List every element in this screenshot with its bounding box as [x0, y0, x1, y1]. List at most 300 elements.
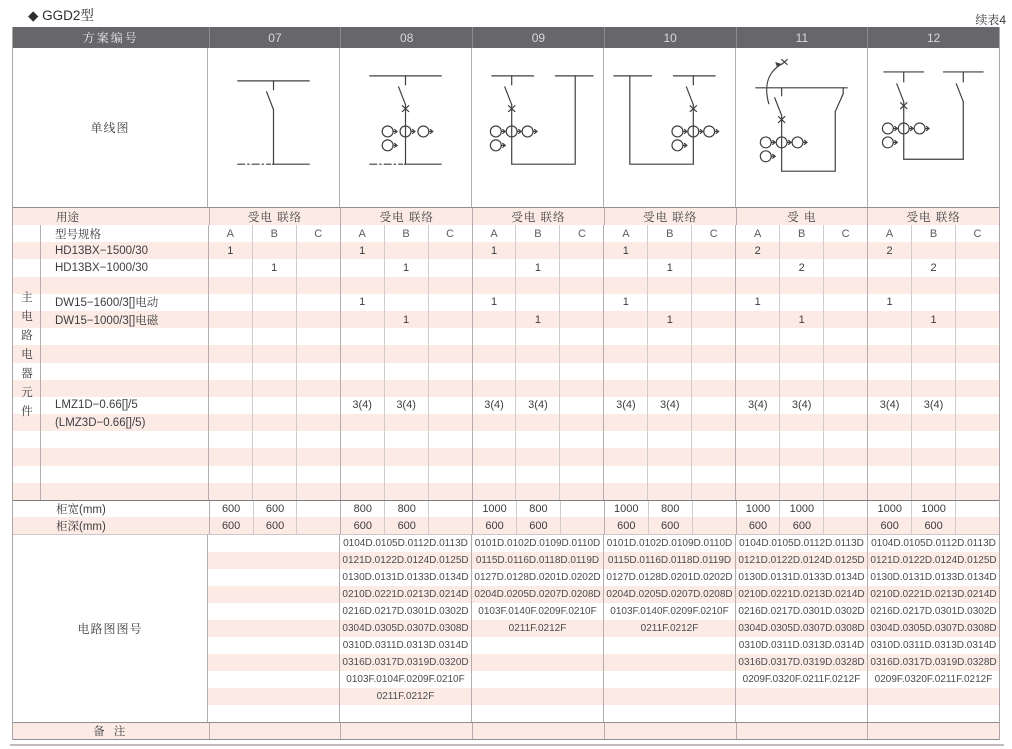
- dim-cell: 800: [384, 501, 428, 517]
- spec-cell: [559, 311, 603, 328]
- spec-cell: [867, 277, 911, 294]
- spec-cell: [911, 414, 955, 431]
- spec-cell: [735, 414, 779, 431]
- dim-cell: 600: [253, 501, 297, 517]
- spec-cell: [735, 431, 779, 448]
- spec-cell: [735, 448, 779, 465]
- figure-number-cell: 0115D.0116D.0118D.0119D: [603, 552, 735, 569]
- figure-number-line: [207, 688, 999, 705]
- page-bottom-rule: [10, 744, 1004, 746]
- spec-cell: 3(4): [515, 397, 559, 414]
- spec-cell: [603, 380, 647, 397]
- spec-cell: [779, 380, 823, 397]
- spec-row-label: (LMZ3D−0.66[]/5): [54, 416, 146, 429]
- diagram-row-label: 单线图: [90, 121, 130, 135]
- figure-number-cell: [867, 705, 999, 722]
- spec-cell: [823, 380, 867, 397]
- spec-cell: [911, 328, 955, 345]
- remarks-row: [13, 722, 999, 740]
- dim-label-depth: 柜深(mm): [56, 520, 106, 533]
- spec-cell: 3(4): [911, 397, 955, 414]
- spec-cell: [340, 466, 384, 483]
- spec-cell: [911, 483, 955, 500]
- spec-cell: B: [779, 225, 823, 242]
- spec-cell: [384, 466, 428, 483]
- figure-number-cell: 0115D.0116D.0118D.0119D: [471, 552, 603, 569]
- spec-cell: [823, 259, 867, 276]
- single-line-diagram-12: [867, 48, 999, 207]
- knife-switch-icon: [775, 88, 782, 116]
- spec-cell: [340, 448, 384, 465]
- spec-cell: [955, 277, 999, 294]
- spec-cell: [559, 466, 603, 483]
- spec-cell: [559, 414, 603, 431]
- figure-number-cell: 0121D.0122D.0124D.0125D: [339, 552, 471, 569]
- spec-cell: [735, 345, 779, 362]
- spec-cell: [208, 466, 252, 483]
- spec-row-label: [41, 448, 208, 465]
- group-column-spacer: [13, 448, 41, 465]
- spec-cell: [559, 483, 603, 500]
- spec-cell: [911, 380, 955, 397]
- spec-row: [13, 431, 999, 448]
- group-column-spacer: [13, 242, 41, 259]
- spec-cell: [823, 277, 867, 294]
- remarks-label: 备 注: [93, 726, 129, 739]
- spec-cell: [603, 448, 647, 465]
- spec-cell: [252, 363, 296, 380]
- dim-cell: 600: [384, 517, 428, 534]
- spec-row: [13, 242, 999, 259]
- spec-cell: [208, 414, 252, 431]
- remarks-cell: [472, 723, 604, 739]
- dim-cell: [823, 501, 867, 517]
- figure-number-cell: [603, 637, 735, 654]
- usage-cell: 受电 联络: [209, 208, 341, 225]
- spec-cell: [955, 328, 999, 345]
- dim-cell: [955, 501, 999, 517]
- usage-cell: 受电 联络: [867, 208, 999, 225]
- dim-cell: 600: [779, 517, 823, 534]
- spec-cell: [472, 414, 516, 431]
- usage-cell: 受电 联络: [604, 208, 736, 225]
- busbar-icon: [884, 72, 983, 82]
- dim-cell: [692, 517, 736, 534]
- spec-row-label: 型号规格: [54, 228, 101, 241]
- spec-cell: [603, 311, 647, 328]
- dim-cell: [428, 501, 472, 517]
- spec-cell: B: [515, 225, 559, 242]
- knife-switch-icon: [399, 87, 406, 105]
- spec-cell: [603, 277, 647, 294]
- figure-number-cell: [207, 586, 339, 603]
- current-transformer-icon: [490, 126, 537, 151]
- figure-number-line: [207, 586, 999, 603]
- figure-number-cell: 0101D.0102D.0109D.0110D: [471, 535, 603, 552]
- spec-cell: [428, 397, 472, 414]
- spec-cell: [252, 414, 296, 431]
- figure-number-cell: [471, 688, 603, 705]
- header-scheme-11: 11: [736, 27, 868, 48]
- spec-cell: [252, 431, 296, 448]
- spec-cell: [603, 466, 647, 483]
- spec-cell: [603, 259, 647, 276]
- spec-cell: [296, 397, 340, 414]
- dim-cell: 1000: [472, 501, 516, 517]
- header-scheme-08: 08: [340, 27, 472, 48]
- spec-cell: [647, 328, 691, 345]
- spec-cell: [252, 345, 296, 362]
- spec-cell: [515, 345, 559, 362]
- spec-cell: [647, 414, 691, 431]
- spec-cell: [296, 294, 340, 311]
- spec-cell: [252, 242, 296, 259]
- figure-number-cell: 0209F.0320F.0211F.0212F: [735, 671, 867, 688]
- spec-cell: [779, 242, 823, 259]
- spec-cell: [559, 363, 603, 380]
- busbar-icon: [370, 76, 441, 85]
- spec-cell: C: [955, 225, 999, 242]
- spec-cell: A: [208, 225, 252, 242]
- spec-cell: [515, 380, 559, 397]
- figure-number-cell: [207, 705, 339, 722]
- spec-cell: [647, 466, 691, 483]
- single-line-diagram-11: [735, 48, 867, 207]
- figure-number-cell: 0304D.0305D.0307D.0308D: [339, 620, 471, 637]
- spec-cell: [384, 414, 428, 431]
- current-transformer-icon: [382, 126, 433, 151]
- spec-cell: [472, 328, 516, 345]
- spec-cell: B: [252, 225, 296, 242]
- spec-cell: C: [823, 225, 867, 242]
- spec-cell: [603, 431, 647, 448]
- dim-cell: 1000: [911, 501, 955, 517]
- spec-cell: [296, 431, 340, 448]
- spec-cell: [428, 448, 472, 465]
- spec-cell: 2: [779, 259, 823, 276]
- spec-cell: [428, 466, 472, 483]
- spec-row-label: LMZ1D−0.66[]/5: [54, 399, 138, 412]
- spec-row-label: HD13BX−1000/30: [54, 261, 148, 274]
- figure-number-grid: [207, 535, 999, 722]
- figure-number-cell: 0130D.0131D.0133D.0134D: [735, 569, 867, 586]
- spec-cell: [208, 259, 252, 276]
- spec-cell: C: [691, 225, 735, 242]
- spec-cell: [955, 397, 999, 414]
- group-column-spacer: [13, 259, 41, 276]
- figure-number-cell: 0204D.0205D.0207D.0208D: [603, 586, 735, 603]
- spec-cell: [208, 345, 252, 362]
- spec-cell: 3(4): [384, 397, 428, 414]
- spec-cell: [823, 466, 867, 483]
- figure-number-cell: 0104D.0105D.0112D.0113D: [339, 535, 471, 552]
- spec-cell: [779, 448, 823, 465]
- remarks-cell: [604, 723, 736, 739]
- figure-number-cell: 0121D.0122D.0124D.0125D: [735, 552, 867, 569]
- spec-cell: 1: [735, 294, 779, 311]
- spec-cell: [779, 414, 823, 431]
- figure-number-cell: 0130D.0131D.0133D.0134D: [339, 569, 471, 586]
- spec-cell: B: [911, 225, 955, 242]
- spec-cell: [823, 448, 867, 465]
- spec-cell: [911, 242, 955, 259]
- spec-cell: [340, 259, 384, 276]
- spec-cell: 3(4): [779, 397, 823, 414]
- spec-cell: [208, 311, 252, 328]
- spec-cell: 3(4): [472, 397, 516, 414]
- spec-cell: [559, 294, 603, 311]
- figure-number-cell: 0211F.0212F: [603, 620, 735, 637]
- spec-cell: [515, 294, 559, 311]
- current-transformer-icon: [882, 123, 929, 148]
- spec-cell: [559, 397, 603, 414]
- tie-link-line: [630, 76, 694, 164]
- figure-number-line: [207, 654, 999, 671]
- spec-cell: [955, 294, 999, 311]
- spec-cell: [779, 483, 823, 500]
- spec-cell: C: [559, 225, 603, 242]
- spec-cell: [515, 414, 559, 431]
- spec-cell: [603, 345, 647, 362]
- dim-row-width: [13, 500, 999, 517]
- figure-number-line: [207, 637, 999, 654]
- spec-cell: [515, 483, 559, 500]
- spec-row: [13, 345, 999, 362]
- spec-cell: [296, 380, 340, 397]
- spec-cell: 1: [911, 311, 955, 328]
- dim-cell: 800: [648, 501, 692, 517]
- spec-cell: [208, 448, 252, 465]
- spec-cell: [340, 414, 384, 431]
- spec-cell: [867, 448, 911, 465]
- spec-cell: [911, 277, 955, 294]
- spec-cell: [208, 277, 252, 294]
- single-line-diagram-10: [603, 48, 735, 207]
- spec-cell: [208, 431, 252, 448]
- figure-number-cell: [735, 705, 867, 722]
- spec-cell: 3(4): [647, 397, 691, 414]
- spec-cell: 3(4): [603, 397, 647, 414]
- spec-cell: 3(4): [735, 397, 779, 414]
- spec-cell: [559, 328, 603, 345]
- spec-cell: [296, 448, 340, 465]
- dim-cell: 600: [736, 517, 780, 534]
- figure-number-cell: 0310D.0311D.0313D.0314D: [735, 637, 867, 654]
- spec-cell: [955, 448, 999, 465]
- figure-number-line: [207, 603, 999, 620]
- spec-cell: [823, 311, 867, 328]
- dim-cell: [823, 517, 867, 534]
- figure-number-cell: [471, 671, 603, 688]
- spec-cell: [428, 259, 472, 276]
- spec-row: [13, 311, 999, 328]
- spec-cell: [472, 448, 516, 465]
- spec-cell: [559, 345, 603, 362]
- spec-row-label: [41, 328, 208, 345]
- tie-link-line: [512, 76, 576, 164]
- dim-cell: 600: [472, 517, 516, 534]
- spec-cell: [867, 259, 911, 276]
- spec-cell: [603, 328, 647, 345]
- spec-cell: [472, 380, 516, 397]
- spec-cell: [428, 328, 472, 345]
- spec-cell: [515, 328, 559, 345]
- spec-cell: 2: [735, 242, 779, 259]
- spec-row: [13, 328, 999, 345]
- spec-cell: [252, 277, 296, 294]
- figure-number-line: [207, 552, 999, 569]
- header-scheme-label: 方案编号: [82, 31, 139, 45]
- spec-cell: [296, 259, 340, 276]
- spec-cell: [735, 363, 779, 380]
- spec-cell: [955, 380, 999, 397]
- spec-cell: [779, 431, 823, 448]
- dim-cell: [560, 517, 604, 534]
- spec-cell: [340, 328, 384, 345]
- spec-cell: [559, 259, 603, 276]
- figure-number-cell: [207, 620, 339, 637]
- dim-cell: 1000: [867, 501, 911, 517]
- spec-cell: [779, 277, 823, 294]
- spec-row-label: [41, 483, 208, 500]
- header-scheme-10: 10: [604, 27, 736, 48]
- spec-cell: [515, 363, 559, 380]
- spec-cell: [515, 431, 559, 448]
- spec-cell: [472, 277, 516, 294]
- figure-number-cell: 0211F.0212F: [339, 688, 471, 705]
- dim-cell: 600: [516, 517, 560, 534]
- main-circuit-group-label: 主电路电器元件: [20, 291, 32, 424]
- spec-cell: [208, 328, 252, 345]
- knife-switch-icon: [505, 87, 512, 105]
- spec-cell: [428, 483, 472, 500]
- table-header-row: [13, 27, 999, 48]
- spec-cell: A: [867, 225, 911, 242]
- busbar-icon: [492, 76, 593, 85]
- spec-cell: [779, 294, 823, 311]
- spec-cell: [867, 363, 911, 380]
- spec-cell: 1: [340, 242, 384, 259]
- spec-cell: [428, 311, 472, 328]
- tie-link-line: [904, 102, 964, 160]
- knife-switch-icon: [897, 84, 904, 102]
- spec-cell: [340, 431, 384, 448]
- spec-row-label: [41, 466, 208, 483]
- figure-number-cell: 0316D.0317D.0319D.0328D: [867, 654, 999, 671]
- figure-number-line: [207, 671, 999, 688]
- spec-cell: [823, 294, 867, 311]
- spec-cell: [603, 483, 647, 500]
- main-circuit-component-grid: [13, 225, 999, 500]
- page-title: ◆ GGD2型: [28, 8, 94, 23]
- spec-row-label: [41, 431, 208, 448]
- figure-number-cell: 0210D.0221D.0213D.0214D: [339, 586, 471, 603]
- spec-cell: [428, 345, 472, 362]
- spec-cell: 1: [515, 259, 559, 276]
- spec-cell: [955, 311, 999, 328]
- figure-number-cell: [471, 705, 603, 722]
- figure-number-cell: [207, 552, 339, 569]
- spec-cell: [472, 259, 516, 276]
- spec-row: [13, 225, 999, 242]
- spec-cell: [428, 363, 472, 380]
- figure-number-cell: 0316D.0317D.0319D.0320D: [339, 654, 471, 671]
- figure-number-cell: [207, 671, 339, 688]
- spec-cell: 1: [472, 294, 516, 311]
- spec-row-label: DW15−1600/3[]电动: [54, 297, 159, 310]
- spec-cell: [691, 397, 735, 414]
- busbar-icon: [238, 81, 309, 90]
- spec-cell: [955, 363, 999, 380]
- spec-cell: [515, 466, 559, 483]
- figure-number-cell: 0316D.0317D.0319D.0328D: [735, 654, 867, 671]
- current-transformer-icon: [760, 137, 807, 162]
- dim-cell: 600: [253, 517, 297, 534]
- spec-cell: [428, 380, 472, 397]
- dim-cell: 1000: [604, 501, 648, 517]
- spec-cell: [384, 328, 428, 345]
- spec-row-label: [41, 380, 208, 397]
- spec-cell: [603, 414, 647, 431]
- spec-cell: [340, 345, 384, 362]
- feeder-line: [238, 110, 309, 165]
- spec-cell: [384, 242, 428, 259]
- spec-cell: [428, 242, 472, 259]
- spec-cell: 1: [252, 259, 296, 276]
- spec-row: [13, 483, 999, 500]
- spec-cell: [823, 328, 867, 345]
- spec-row: [13, 294, 999, 311]
- spec-cell: [823, 414, 867, 431]
- spec-cell: [779, 363, 823, 380]
- spec-cell: 1: [603, 294, 647, 311]
- figure-number-block: [13, 534, 999, 722]
- usage-row: [13, 207, 999, 225]
- spec-cell: 1: [515, 311, 559, 328]
- spec-row: [13, 277, 999, 294]
- figure-number-cell: 0103F.0140F.0209F.0210F: [471, 603, 603, 620]
- figure-number-cell: [603, 654, 735, 671]
- busbar-icon: [614, 76, 715, 85]
- dim-cell: 600: [209, 501, 253, 517]
- spec-cell: [252, 311, 296, 328]
- spec-cell: 1: [208, 242, 252, 259]
- spec-cell: [647, 242, 691, 259]
- spec-cell: [911, 448, 955, 465]
- continuation-note: 续表4: [975, 13, 1006, 27]
- spec-cell: [691, 431, 735, 448]
- spec-cell: [296, 311, 340, 328]
- spec-cell: [867, 380, 911, 397]
- dim-cell: 1000: [779, 501, 823, 517]
- remarks-cell: [340, 723, 472, 739]
- cabinet-dimension-rows: [13, 500, 999, 534]
- spec-cell: [691, 448, 735, 465]
- spec-cell: [735, 277, 779, 294]
- spec-cell: [867, 483, 911, 500]
- spec-cell: [472, 431, 516, 448]
- figure-number-cell: 0310D.0311D.0313D.0314D: [867, 637, 999, 654]
- spec-cell: A: [735, 225, 779, 242]
- knife-switch-icon: [686, 87, 693, 105]
- spec-cell: [647, 448, 691, 465]
- spec-cell: [340, 483, 384, 500]
- spec-cell: [867, 311, 911, 328]
- spec-cell: 1: [779, 311, 823, 328]
- dim-cell: 600: [209, 517, 253, 534]
- knife-switch-icon: [267, 92, 274, 110]
- spec-cell: [647, 483, 691, 500]
